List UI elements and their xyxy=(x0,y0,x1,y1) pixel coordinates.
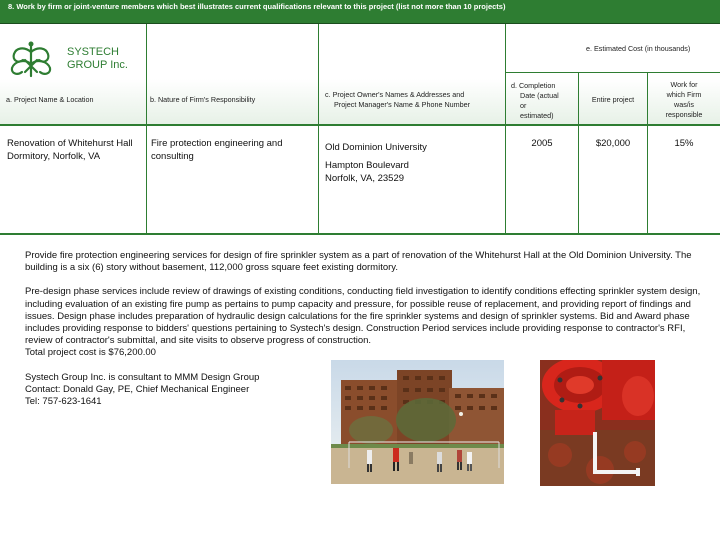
entire-cost-cell: $20,000 xyxy=(595,138,631,149)
project-name-line1: Renovation of Whitehurst Hall xyxy=(7,138,133,149)
col-e1-header: Entire project xyxy=(591,95,635,104)
col-d-header-line2: Date (actual xyxy=(520,91,559,100)
section-header xyxy=(0,0,720,24)
project-name-line2: Dormitory, Norfolk, VA xyxy=(7,151,101,162)
col-e2-header-line4: responsible xyxy=(665,110,703,119)
owner-line1: Old Dominion University xyxy=(325,142,427,153)
description-paragraph-2: Pre-design phase services include review of drawings of existing conditions, conducting field investigation to identify conditions effecting sprinkler system design, including evaluation of an existing fire pump as pertains to pump capacity and pressure, for possible reuse of replacement, and providing report of findings and issues. Design phase includes preparation of hydraulic design calculations for the fire sprinkler systems and design of sprinkler systems. Bid and Award phase includes providing response to bidders' questions pertaining to Systech's design. Construction Period services include providing response to contractor's RFI, review of contractor's submittal, and site visits to observe progress of construction. xyxy=(25,286,701,347)
column-divider xyxy=(146,24,147,234)
col-d-header-line1: d. Completion xyxy=(511,81,556,90)
col-d-header xyxy=(511,81,577,121)
systech-logo-icon xyxy=(6,40,56,80)
completion-cell: 2005 xyxy=(531,138,553,149)
fire-pump-photo xyxy=(540,360,655,486)
col-d-header-line4: estimated) xyxy=(520,111,554,120)
col-c-header-line1: c. Project Owner's Names & Addresses and xyxy=(325,90,465,99)
section-header-text: 8. Work by firm or joint-venture members which best illustrates current qualifications relevant to this project (list not more than 10 projects) xyxy=(8,2,506,11)
owner-line2: Hampton Boulevard xyxy=(325,160,409,171)
col-e2-header-line2: which Firm xyxy=(666,90,702,99)
dormitory-photo xyxy=(331,360,504,484)
responsibility-line2: consulting xyxy=(151,151,194,162)
company-logo-text xyxy=(67,46,128,72)
col-e2-header-line3: was/is xyxy=(674,100,694,109)
col-c-header-line2: Project Manager's Name & Phone Number xyxy=(334,100,471,109)
cost-subheader-divider xyxy=(505,72,720,73)
column-divider xyxy=(318,24,319,234)
contact-line3: Tel: 757-623-1641 xyxy=(25,396,102,408)
owner-line3: Norfolk, VA, 23529 xyxy=(325,173,405,184)
responsibility-line1: Fire protection engineering and xyxy=(151,138,283,149)
col-e-header: e. Estimated Cost (in thousands) xyxy=(586,44,691,53)
firm-share-cell: 15% xyxy=(674,138,694,149)
col-e2-header-line1: Work for xyxy=(670,80,698,89)
description-total-cost: Total project cost is $76,200.00 xyxy=(25,347,156,359)
logo-line2: GROUP Inc. xyxy=(67,59,128,71)
logo-line1: SYSTECH xyxy=(67,46,119,58)
table-header-row xyxy=(0,24,720,126)
contact-line2: Contact: Donald Gay, PE, Chief Mechanical Engineer xyxy=(25,383,250,395)
column-divider xyxy=(505,24,506,234)
col-d-header-line3: or xyxy=(520,101,527,110)
responsibility-cell xyxy=(151,137,316,163)
col-a-header: a. Project Name & Location xyxy=(6,95,94,104)
description-paragraph-1: Provide fire protection engineering services for design of fire sprinkler system as a part of renovation of the Whitehurst Hall at the Old Dominion University. The building is a six (6) story without basement, 112,000 gross square feet existing dormitory. xyxy=(25,250,692,274)
project-name-cell xyxy=(7,137,145,163)
col-c-header xyxy=(325,90,503,110)
col-b-header: b. Nature of Firm's Responsibility xyxy=(150,95,256,104)
contact-line1: Systech Group Inc. is consultant to MMM Design Group xyxy=(25,371,260,383)
row-bottom-border xyxy=(0,233,720,235)
owner-cell xyxy=(325,141,503,185)
col-e2-header xyxy=(648,80,720,120)
